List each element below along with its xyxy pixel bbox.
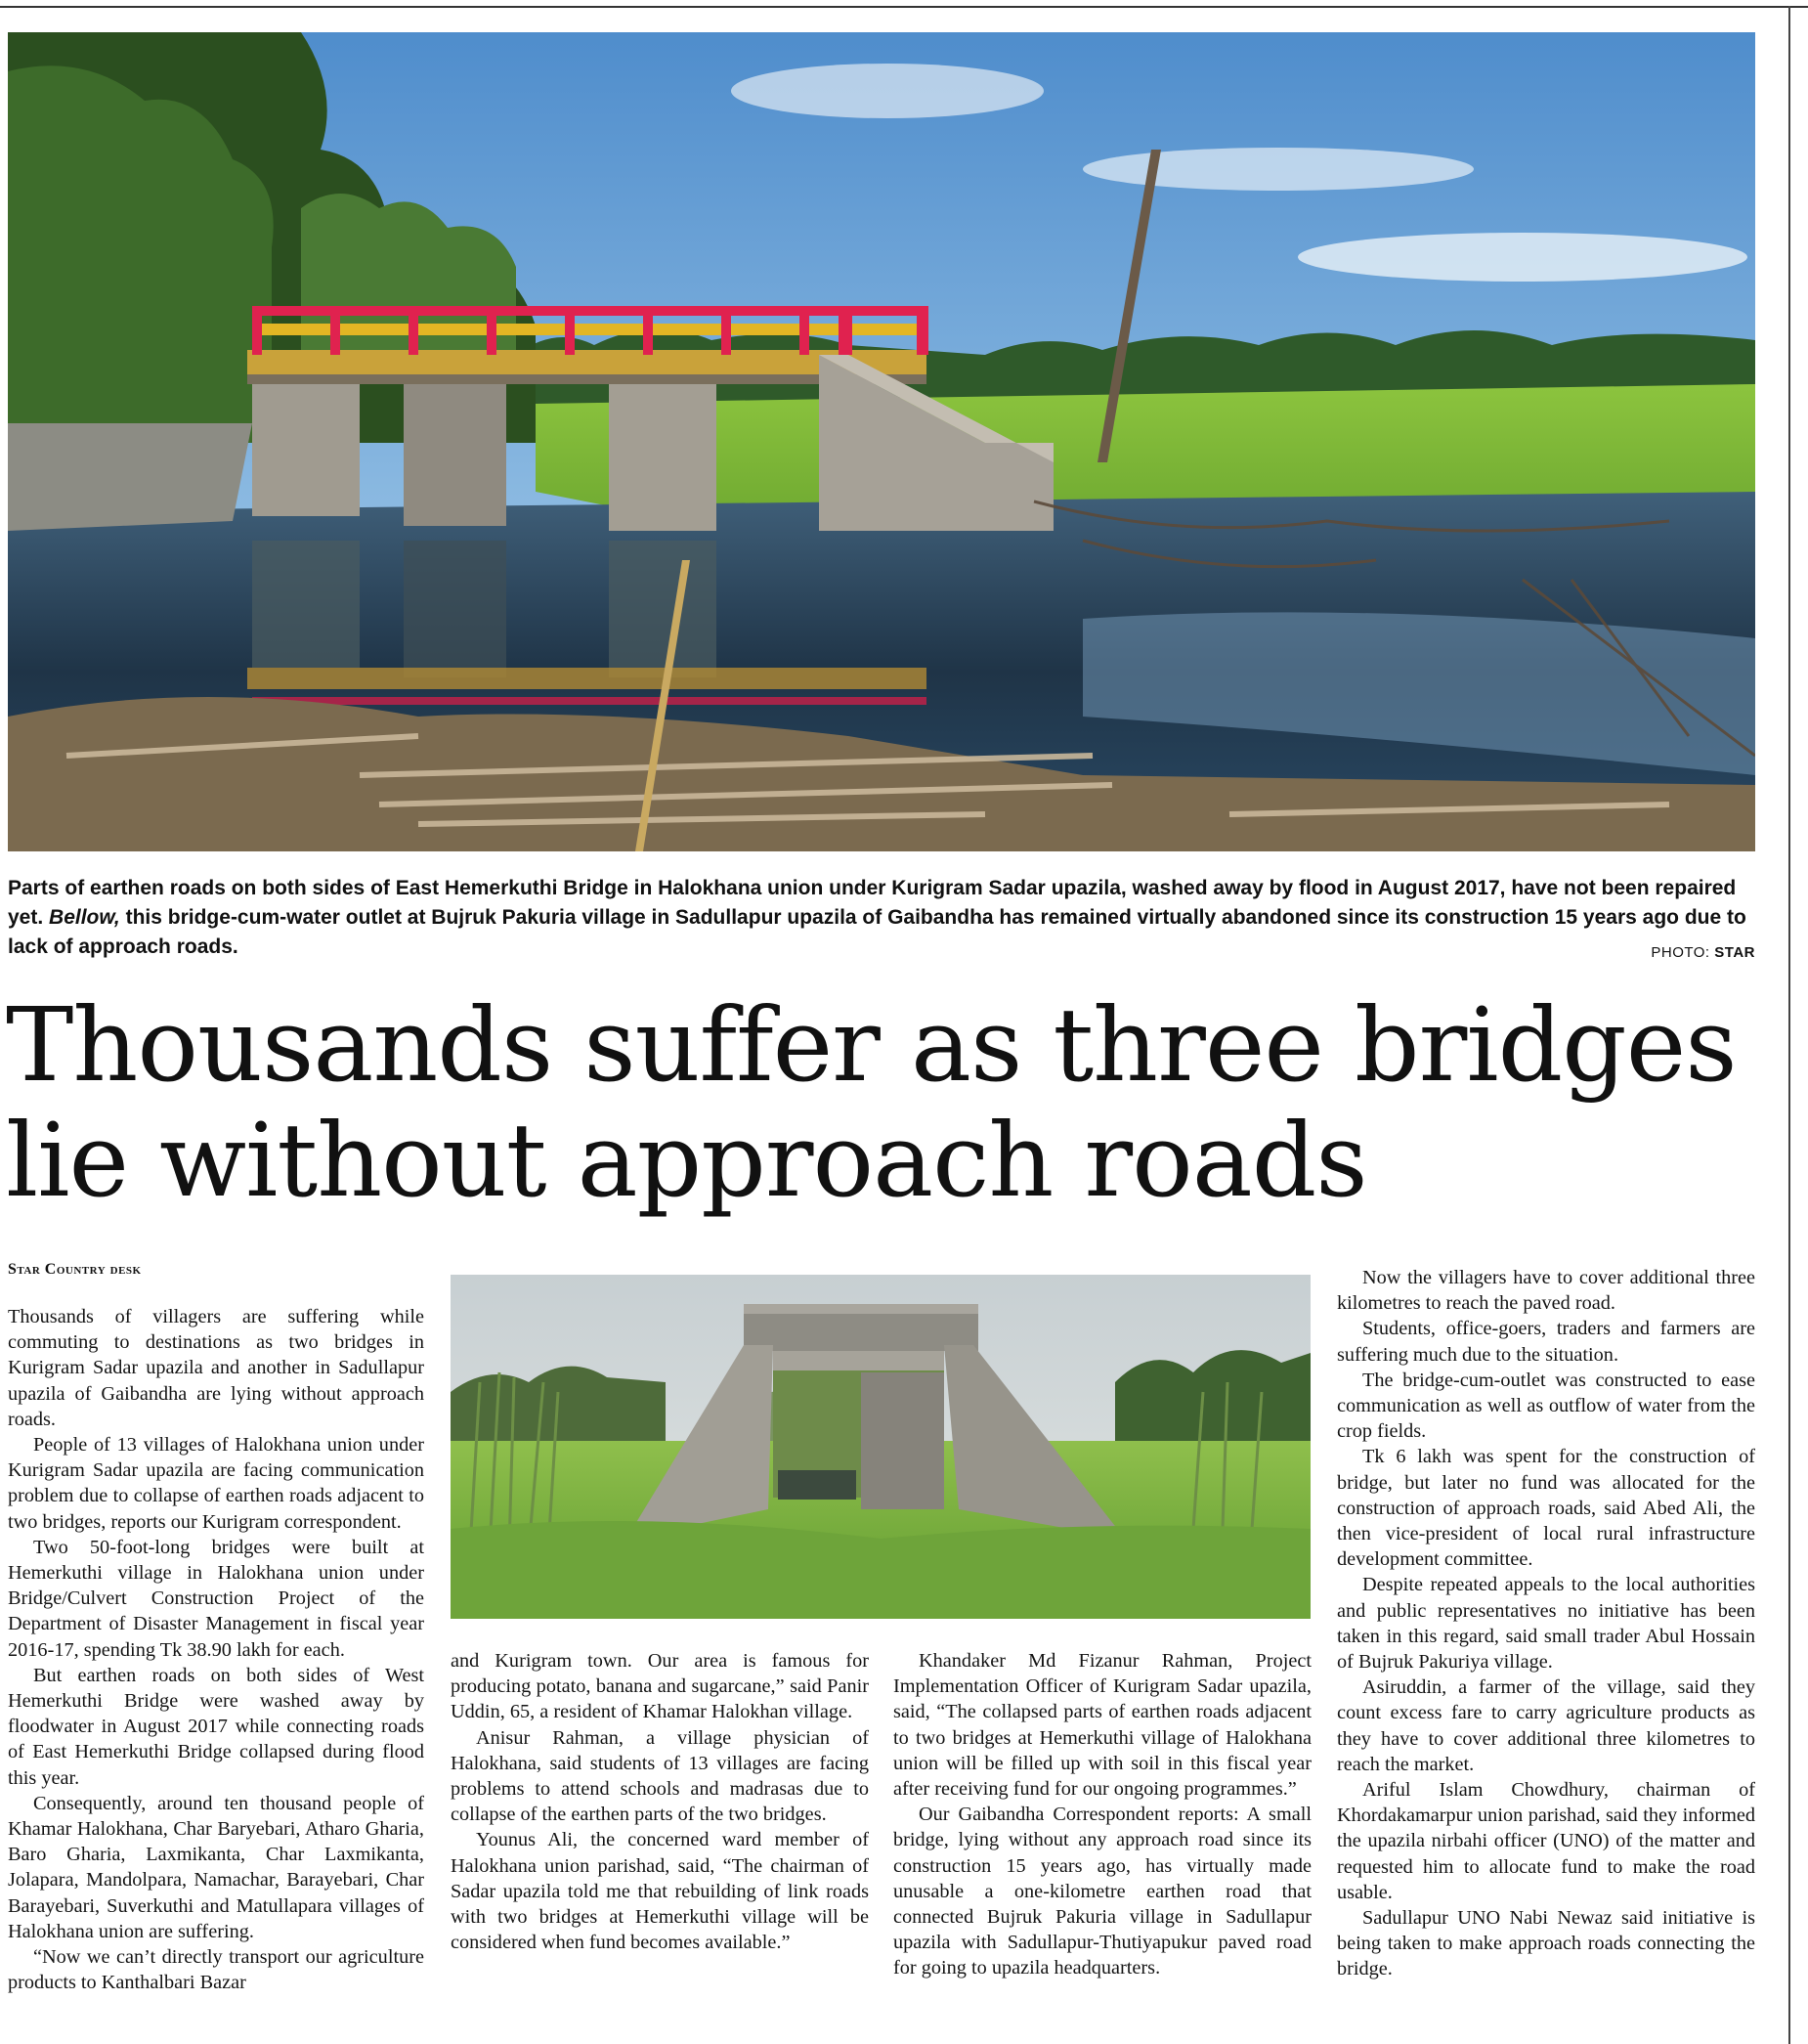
paragraph: Younus Ali, the concerned ward member of Halokhana union parishad, said, “The chairman of Sadar upazila told me that rebuilding of link roads with two bridges at Hemerkuthi village will be considered when fund becomes available.” bbox=[451, 1829, 869, 1954]
paragraph: Consequently, around ten thousand people of Khamar Halokhana, Char Baryebari, Atharo Gharia, Baro Gharia, Laxmikanta, Char Laxmikanta, Jolapara, Mandolpara, Namachar, Barayebari, Char Barayebari, Suverkuthi and Matullapara villages of Halokhana union are suffering. bbox=[8, 1792, 424, 1942]
paragraph: Khandaker Md Fizanur Rahman, Project Implementation Officer of Kurigram Sadar upazila, said, “The collapsed parts of earthen roads adjacent to two bridges at Hemerkuthi village of Halokhana union will be filled up with soil in this fiscal year after receiving fund for our ongoing programmes.” bbox=[893, 1650, 1312, 1801]
caption-text-1: Parts of earthen roads on both sides of East Hemerkuthi Bridge in Halokhana union under Kurigram Sadar upazila, washed away by flood in August 2017, have not been repaired yet. bbox=[8, 877, 1737, 929]
photo-credit-label: PHOTO: bbox=[1651, 944, 1715, 961]
photo-caption bbox=[8, 874, 1755, 962]
article-column-2 bbox=[451, 1648, 869, 1955]
paragraph: and Kurigram town. Our area is famous for producing potato, banana and sugarcane,” said Panir Uddin, 65, a resident of Khamar Halokhan village. bbox=[451, 1650, 869, 1723]
byline-desk: Star Country desk bbox=[8, 1261, 142, 1278]
paragraph: Now the villagers have to cover additional three kilometres to reach the paved road. bbox=[1337, 1267, 1755, 1315]
paragraph: Anisur Rahman, a village physician of Halokhana, said students of 13 villages are facing problems to attend schools and madrasas due to collapse of the earthen parts of the two bridges. bbox=[451, 1726, 869, 1826]
caption-text-2: this bridge-cum-water outlet at Bujruk Pakuria village in Sadullapur upazila of Gaibandha has remained virtually abandoned since its construction 15 years ago due to lack of approach roads. bbox=[8, 906, 1746, 958]
article-column-3 bbox=[893, 1648, 1312, 1981]
photo-credit bbox=[1603, 944, 1755, 961]
paragraph: Despite repeated appeals to the local authorities and public representatives no initiative has been taken in this regard, said small trader Abul Hossain of Bujruk Pakuriya village. bbox=[1337, 1574, 1755, 1674]
paragraph: Tk 6 lakh was spent for the construction of bridge, but later no fund was allocated for the construction of approach roads, said Abed Ali, the then vice-president of local rural infrastructure development committee. bbox=[1337, 1446, 1755, 1571]
article-column-4 bbox=[1337, 1265, 1755, 1982]
paragraph: People of 13 villages of Halokhana union under Kurigram Sadar upazila are facing communication problem due to collapse of earthen roads adjacent to two bridges, reports our Kurigram correspondent. bbox=[8, 1434, 424, 1533]
photo-bridge-bujruk-pakuria bbox=[451, 1275, 1311, 1619]
paragraph: Two 50-foot-long bridges were built at Hemerkuthi village in Halokhana union under Bridge/Culvert Construction Project of the Department of Disaster Management in fiscal year 2016-17, spending Tk 38.90 lakh for each. bbox=[8, 1536, 424, 1661]
column-rule-right bbox=[1788, 6, 1790, 2044]
paragraph: Thousands of villagers are suffering while commuting to destinations as two bridges in Kurigram Sadar upazila and another in Sadullapur upazila of Gaibandha are lying without approach roads. bbox=[8, 1306, 424, 1430]
paragraph: Our Gaibandha Correspondent reports: A small bridge, lying without any approach road since its construction 15 years ago, has virtually made unusable a one-kilometre earthen road that connected Bujruk Pakuria village in Sadullapur upazila with Sadullapur-Thutiyapukur paved road for going to upazila headquarters. bbox=[893, 1804, 1312, 1979]
photo-bridge-hemerkuthi bbox=[8, 32, 1755, 851]
paragraph: “Now we can’t directly transport our agriculture products to Kanthalbari Bazar bbox=[8, 1946, 424, 1994]
photo-credit-source: STAR bbox=[1714, 944, 1755, 961]
paragraph: But earthen roads on both sides of West Hemerkuthi Bridge were washed away by floodwater in August 2017 while connecting roads of East Hemerkuthi Bridge collapsed during flood this year. bbox=[8, 1664, 424, 1789]
paragraph: The bridge-cum-outlet was constructed to ease communication as well as outflow of water from the crop fields. bbox=[1337, 1369, 1755, 1443]
paragraph: Asiruddin, a farmer of the village, said they count excess fare to carry agriculture products as they have to cover additional three kilometres to reach the market. bbox=[1337, 1676, 1755, 1775]
paragraph: Ariful Islam Chowdhury, chairman of Khordakamarpur union parishad, said they informed the upazila nirbahi officer (UNO) of the matter and requested him to allocate fund to make the road usable. bbox=[1337, 1779, 1755, 1903]
caption-italic-word: Bellow, bbox=[49, 906, 120, 929]
top-rule bbox=[0, 6, 1808, 8]
article-column-1 bbox=[8, 1304, 424, 1995]
paragraph: Students, office-goers, traders and farmers are suffering much due to the situation. bbox=[1337, 1318, 1755, 1366]
headline: Thousands suffer as three bridges lie without approach roads bbox=[6, 985, 1737, 1220]
paragraph: Sadullapur UNO Nabi Newaz said initiative is being taken to make approach roads connecting the bridge. bbox=[1337, 1907, 1755, 1980]
